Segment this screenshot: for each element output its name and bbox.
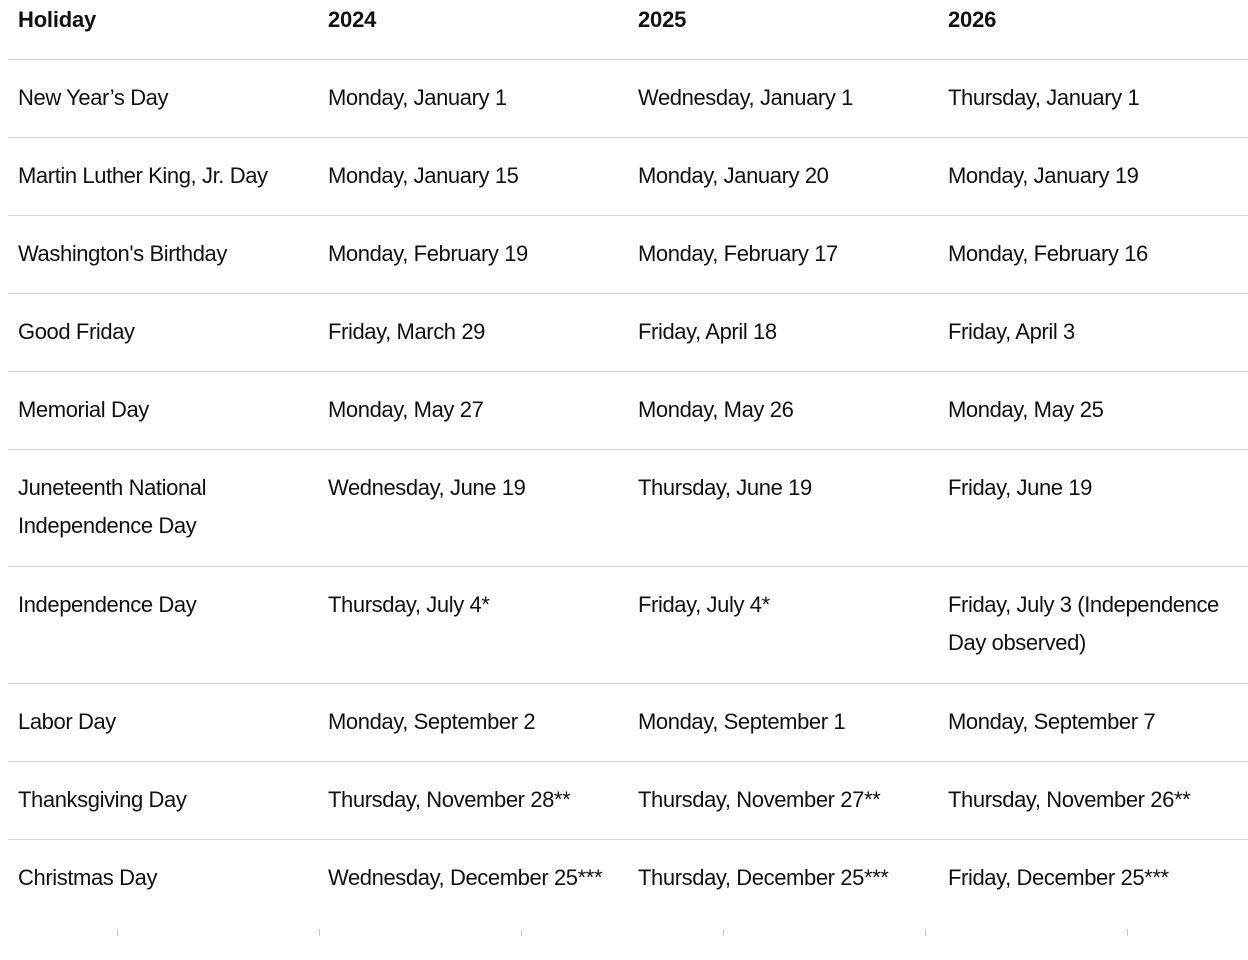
date-2025-cell: Wednesday, January 1 (638, 85, 853, 110)
date-2024-cell: Monday, February 19 (328, 241, 528, 266)
table-row (8, 567, 1248, 684)
date-2024-cell: Monday, May 27 (328, 397, 484, 422)
date-2025-cell: Monday, September 1 (638, 709, 846, 734)
table-header-row (8, 0, 1248, 60)
scrollbar-track-ticks (0, 929, 1248, 936)
holiday-name-cell: Labor Day (18, 709, 116, 734)
table-row (8, 138, 1248, 216)
date-2025-cell: Friday, April 18 (638, 319, 777, 344)
date-2025-cell: Thursday, December 25*** (638, 865, 889, 890)
date-2026-cell: Friday, July 3 (Independence Day observed) (948, 592, 1219, 655)
date-2025-cell: Friday, July 4* (638, 592, 770, 617)
tick-mark (1127, 929, 1128, 936)
date-2026-cell: Monday, February 16 (948, 241, 1148, 266)
column-header-2024: 2024 (328, 7, 377, 32)
table-row (8, 60, 1248, 138)
holiday-name-cell: Christmas Day (18, 865, 158, 890)
holiday-schedule-table (8, 0, 1248, 960)
date-2025-cell: Thursday, November 27** (638, 787, 881, 812)
date-2024-cell: Wednesday, December 25*** (328, 865, 603, 890)
table-row (8, 294, 1248, 372)
date-2024-cell: Thursday, July 4* (328, 592, 490, 617)
holiday-name-cell: Martin Luther King, Jr. Day (18, 163, 268, 188)
date-2025-cell: Monday, January 20 (638, 163, 829, 188)
holiday-name-cell: Good Friday (18, 319, 135, 344)
column-header-2025: 2025 (638, 7, 687, 32)
holiday-name-cell: Memorial Day (18, 397, 149, 422)
table-row (8, 684, 1248, 762)
table-row (8, 372, 1248, 450)
tick-mark (117, 929, 118, 936)
date-2026-cell: Monday, May 25 (948, 397, 1104, 422)
date-2026-cell: Friday, June 19 (948, 475, 1093, 500)
date-2024-cell: Monday, September 2 (328, 709, 536, 734)
table-row (8, 762, 1248, 840)
tick-mark (723, 929, 724, 936)
date-2026-cell: Thursday, November 26** (948, 787, 1191, 812)
holiday-name-cell: Thanksgiving Day (18, 787, 187, 812)
date-2026-cell: Friday, December 25*** (948, 865, 1169, 890)
holiday-name-cell: New Year’s Day (18, 85, 169, 110)
date-2024-cell: Monday, January 15 (328, 163, 519, 188)
date-2026-cell: Monday, January 19 (948, 163, 1139, 188)
date-2026-cell: Monday, September 7 (948, 709, 1156, 734)
tick-mark (319, 929, 320, 936)
date-2024-cell: Friday, March 29 (328, 319, 486, 344)
date-2025-cell: Monday, May 26 (638, 397, 794, 422)
tick-mark (925, 929, 926, 936)
date-2026-cell: Friday, April 3 (948, 319, 1075, 344)
tick-mark (521, 929, 522, 936)
date-2024-cell: Wednesday, June 19 (328, 475, 526, 500)
column-header-2026: 2026 (948, 7, 997, 32)
holiday-name-cell: Juneteenth National Independence Day (18, 475, 207, 538)
holiday-name-cell: Independence Day (18, 592, 197, 617)
date-2026-cell: Thursday, January 1 (948, 85, 1140, 110)
column-header-holiday: Holiday (18, 7, 97, 32)
date-2025-cell: Thursday, June 19 (638, 475, 812, 500)
table-row (8, 450, 1248, 567)
table-row (8, 840, 1248, 960)
date-2024-cell: Monday, January 1 (328, 85, 507, 110)
date-2025-cell: Monday, February 17 (638, 241, 838, 266)
holiday-name-cell: Washington's Birthday (18, 241, 227, 266)
table-row (8, 216, 1248, 294)
date-2024-cell: Thursday, November 28** (328, 787, 571, 812)
